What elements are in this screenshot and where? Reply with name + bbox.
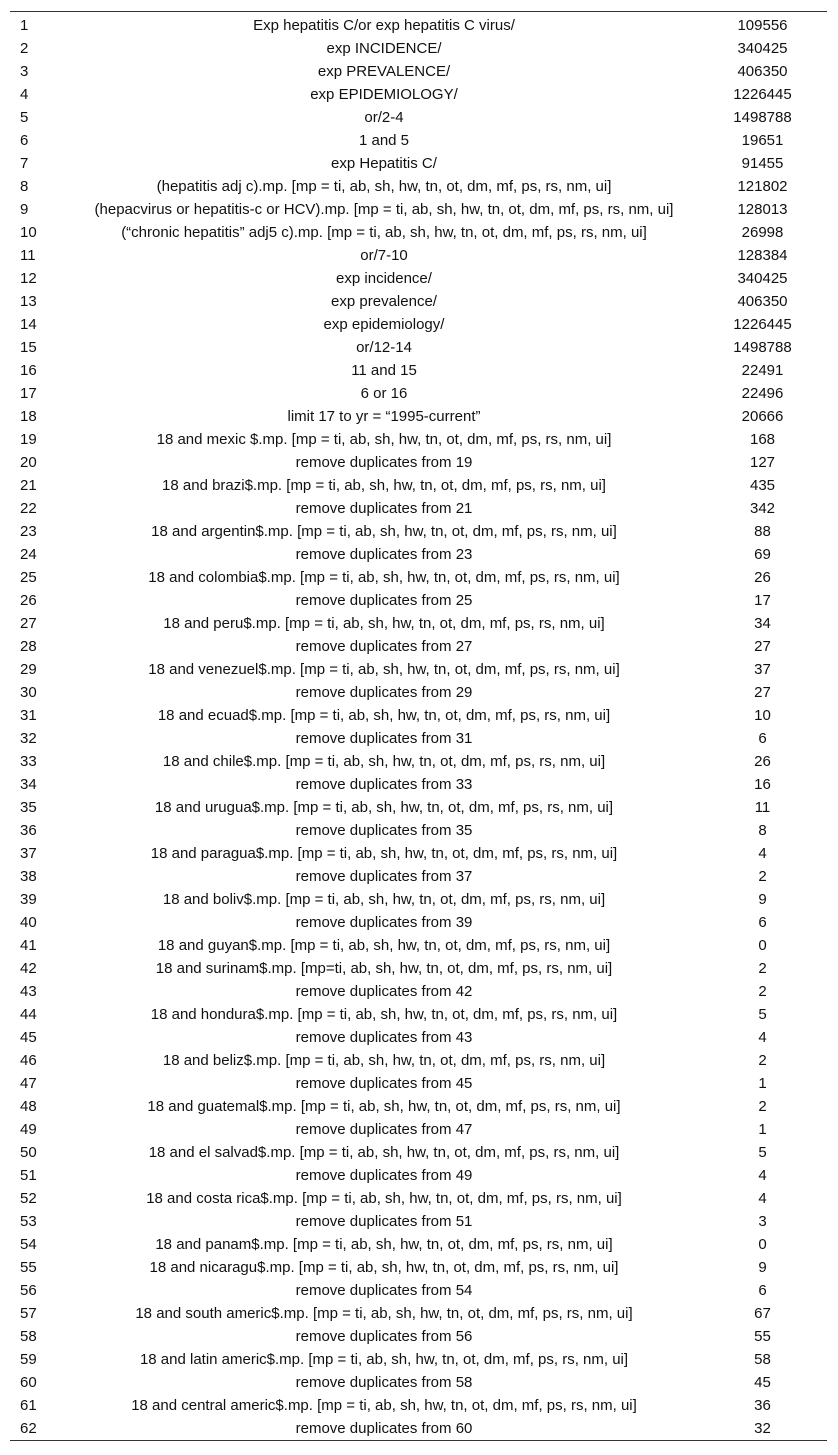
search-query-cell: 18 and nicaragu$.mp. [mp = ti, ab, sh, hw, tn, ot, dm, mf, ps, rs, nm, ui]: [149, 1259, 619, 1276]
search-query-cell: remove duplicates from 42: [295, 983, 473, 1000]
result-count-cell: 26: [754, 753, 771, 770]
search-query-cell: 18 and guyan$.mp. [mp = ti, ab, sh, hw, tn, ot, dm, mf, ps, rs, nm, ui]: [157, 937, 611, 954]
row-number-cell: 9: [20, 201, 29, 218]
table-row: [10, 1187, 827, 1210]
table-row: [10, 106, 827, 129]
table-row: [10, 1256, 827, 1279]
row-number-cell: 59: [20, 1351, 37, 1368]
search-query-cell: remove duplicates from 39: [295, 914, 473, 931]
result-count-cell: 2: [758, 1052, 767, 1069]
row-number-cell: 58: [20, 1328, 37, 1345]
table-row: [10, 635, 827, 658]
row-number-cell: 14: [20, 316, 37, 333]
row-number-cell: 34: [20, 776, 37, 793]
search-query-cell: (hepatitis adj c).mp. [mp = ti, ab, sh, hw, tn, ot, dm, mf, ps, rs, nm, ui]: [156, 178, 612, 195]
result-count-cell: 22491: [741, 362, 784, 379]
row-number-cell: 50: [20, 1144, 37, 1161]
row-number-cell: 7: [20, 155, 29, 172]
result-count-cell: 435: [749, 477, 776, 494]
result-count-cell: 9: [758, 891, 767, 908]
row-number-cell: 4: [20, 86, 29, 103]
table-row: [10, 819, 827, 842]
result-count-cell: 17: [754, 592, 771, 609]
result-count-cell: 26998: [741, 224, 784, 241]
result-count-cell: 32: [754, 1420, 771, 1437]
search-query-cell: 18 and urugua$.mp. [mp = ti, ab, sh, hw, tn, ot, dm, mf, ps, rs, nm, ui]: [154, 799, 614, 816]
search-query-cell: remove duplicates from 49: [295, 1167, 473, 1184]
row-number-cell: 61: [20, 1397, 37, 1414]
row-number-cell: 20: [20, 454, 37, 471]
row-number-cell: 46: [20, 1052, 37, 1069]
table-row: [10, 1325, 827, 1348]
search-query-cell: remove duplicates from 37: [295, 868, 473, 885]
table-row: [10, 1095, 827, 1118]
row-number-cell: 55: [20, 1259, 37, 1276]
table-row: [10, 244, 827, 267]
result-count-cell: 45: [754, 1374, 771, 1391]
row-number-cell: 1: [20, 17, 29, 34]
search-query-cell: 18 and mexic $.mp. [mp = ti, ab, sh, hw, tn, ot, dm, mf, ps, rs, nm, ui]: [156, 431, 612, 448]
row-number-cell: 23: [20, 523, 37, 540]
search-query-cell: 18 and paragua$.mp. [mp = ti, ab, sh, hw, tn, ot, dm, mf, ps, rs, nm, ui]: [150, 845, 618, 862]
search-query-cell: 18 and boliv$.mp. [mp = ti, ab, sh, hw, tn, ot, dm, mf, ps, rs, nm, ui]: [162, 891, 606, 908]
table-row: [10, 566, 827, 589]
table-row: [10, 405, 827, 428]
search-query-cell: remove duplicates from 19: [295, 454, 473, 471]
search-query-cell: 11 and 15: [351, 362, 417, 379]
search-query-cell: remove duplicates from 54: [295, 1282, 473, 1299]
search-query-cell: 18 and latin americ$.mp. [mp = ti, ab, sh, hw, tn, ot, dm, mf, ps, rs, nm, ui]: [139, 1351, 629, 1368]
result-count-cell: 0: [758, 1236, 767, 1253]
table-row: [10, 1049, 827, 1072]
row-number-cell: 57: [20, 1305, 37, 1322]
result-count-cell: 6: [758, 1282, 767, 1299]
search-query-cell: 18 and argentin$.mp. [mp = ti, ab, sh, hw, tn, ot, dm, mf, ps, rs, nm, ui]: [151, 523, 617, 540]
search-query-cell: remove duplicates from 21: [295, 500, 473, 517]
result-count-cell: 27: [754, 638, 771, 655]
table-row: [10, 865, 827, 888]
row-number-cell: 28: [20, 638, 37, 655]
result-count-cell: 5: [758, 1144, 767, 1161]
row-number-cell: 44: [20, 1006, 37, 1023]
table-row: [10, 267, 827, 290]
row-number-cell: 3: [20, 63, 29, 80]
result-count-cell: 4: [758, 1029, 767, 1046]
row-number-cell: 16: [20, 362, 37, 379]
row-number-cell: 47: [20, 1075, 37, 1092]
row-number-cell: 19: [20, 431, 37, 448]
row-number-cell: 13: [20, 293, 37, 310]
row-number-cell: 30: [20, 684, 37, 701]
search-query-cell: exp epidemiology/: [323, 316, 445, 333]
result-count-cell: 69: [754, 546, 771, 563]
table-row: [10, 1141, 827, 1164]
row-number-cell: 36: [20, 822, 37, 839]
result-count-cell: 4: [758, 1167, 767, 1184]
row-number-cell: 6: [20, 132, 29, 149]
result-count-cell: 19651: [741, 132, 784, 149]
result-count-cell: 4: [758, 1190, 767, 1207]
search-query-cell: 18 and peru$.mp. [mp = ti, ab, sh, hw, tn, ot, dm, mf, ps, rs, nm, ui]: [163, 615, 605, 632]
row-number-cell: 43: [20, 983, 37, 1000]
row-number-cell: 62: [20, 1420, 37, 1437]
table-row: [10, 520, 827, 543]
row-number-cell: 38: [20, 868, 37, 885]
row-number-cell: 21: [20, 477, 37, 494]
search-query-cell: remove duplicates from 33: [295, 776, 473, 793]
search-query-cell: exp INCIDENCE/: [326, 40, 442, 57]
search-query-cell: exp incidence/: [336, 270, 432, 287]
search-query-cell: exp prevalence/: [331, 293, 437, 310]
table-row: [10, 1164, 827, 1187]
table-row: [10, 382, 827, 405]
row-number-cell: 24: [20, 546, 37, 563]
table-row: [10, 428, 827, 451]
table-row: [10, 12, 827, 37]
search-query-cell: 18 and brazi$.mp. [mp = ti, ab, sh, hw, tn, ot, dm, mf, ps, rs, nm, ui]: [162, 477, 606, 494]
table-row: [10, 221, 827, 244]
row-number-cell: 29: [20, 661, 37, 678]
result-count-cell: 16: [754, 776, 771, 793]
row-number-cell: 41: [20, 937, 37, 954]
result-count-cell: 37: [754, 661, 771, 678]
row-number-cell: 52: [20, 1190, 37, 1207]
row-number-cell: 45: [20, 1029, 37, 1046]
table-row: [10, 727, 827, 750]
table-row: [10, 198, 827, 221]
result-count-cell: 168: [749, 431, 776, 448]
table-row: [10, 1302, 827, 1325]
row-number-cell: 5: [20, 109, 29, 126]
row-number-cell: 10: [20, 224, 37, 241]
table-row: [10, 750, 827, 773]
row-number-cell: 26: [20, 592, 37, 609]
table-row: [10, 497, 827, 520]
row-number-cell: 8: [20, 178, 29, 195]
search-query-cell: remove duplicates from 35: [295, 822, 473, 839]
result-count-cell: 9: [758, 1259, 767, 1276]
result-count-cell: 1226445: [733, 316, 792, 333]
table-row: [10, 37, 827, 60]
table-row: [10, 1371, 827, 1394]
result-count-cell: 6: [758, 914, 767, 931]
result-count-cell: 128013: [737, 201, 788, 218]
row-number-cell: 60: [20, 1374, 37, 1391]
row-number-cell: 22: [20, 500, 37, 517]
result-count-cell: 20666: [741, 408, 784, 425]
table-row: [10, 1279, 827, 1302]
result-count-cell: 22496: [741, 385, 784, 402]
search-query-cell: Exp hepatitis C/or exp hepatitis C virus/: [253, 17, 515, 34]
search-query-cell: 18 and costa rica$.mp. [mp = ti, ab, sh, hw, tn, ot, dm, mf, ps, rs, nm, ui]: [146, 1190, 622, 1207]
search-query-cell: remove duplicates from 25: [295, 592, 473, 609]
row-number-cell: 2: [20, 40, 29, 57]
result-count-cell: 406350: [737, 293, 788, 310]
table-row: [10, 175, 827, 198]
table-row: [10, 474, 827, 497]
search-query-cell: 18 and panam$.mp. [mp = ti, ab, sh, hw, tn, ot, dm, mf, ps, rs, nm, ui]: [155, 1236, 613, 1253]
result-count-cell: 2: [758, 960, 767, 977]
search-query-cell: 18 and beliz$.mp. [mp = ti, ab, sh, hw, tn, ot, dm, mf, ps, rs, nm, ui]: [162, 1052, 606, 1069]
search-query-cell: remove duplicates from 31: [295, 730, 473, 747]
search-query-cell: remove duplicates from 60: [295, 1420, 473, 1437]
search-query-cell: 18 and chile$.mp. [mp = ti, ab, sh, hw, tn, ot, dm, mf, ps, rs, nm, ui]: [162, 753, 606, 770]
table-row: [10, 681, 827, 704]
search-query-cell: 18 and central americ$.mp. [mp = ti, ab, sh, hw, tn, ot, dm, mf, ps, rs, nm, ui]: [131, 1397, 637, 1414]
result-count-cell: 67: [754, 1305, 771, 1322]
search-query-cell: remove duplicates from 51: [295, 1213, 473, 1230]
result-count-cell: 88: [754, 523, 771, 540]
table-row: [10, 704, 827, 727]
result-count-cell: 342: [749, 500, 776, 517]
table-row: [10, 451, 827, 474]
search-query-cell: remove duplicates from 29: [295, 684, 473, 701]
search-query-cell: exp EPIDEMIOLOGY/: [310, 86, 458, 103]
result-count-cell: 27: [754, 684, 771, 701]
search-query-cell: remove duplicates from 56: [295, 1328, 473, 1345]
result-count-cell: 55: [754, 1328, 771, 1345]
row-number-cell: 39: [20, 891, 37, 908]
result-count-cell: 6: [758, 730, 767, 747]
table-row: [10, 1118, 827, 1141]
search-query-cell: limit 17 to yr = “1995-current”: [287, 408, 481, 425]
result-count-cell: 109556: [737, 17, 788, 34]
table-row: [10, 888, 827, 911]
result-count-cell: 10: [754, 707, 771, 724]
table-row: [10, 1072, 827, 1095]
table-row: [10, 1233, 827, 1256]
row-number-cell: 54: [20, 1236, 37, 1253]
table-row: [10, 152, 827, 175]
row-number-cell: 27: [20, 615, 37, 632]
table-body: [10, 12, 827, 1440]
row-number-cell: 56: [20, 1282, 37, 1299]
result-count-cell: 2: [758, 983, 767, 1000]
table-row: [10, 129, 827, 152]
result-count-cell: 340425: [737, 40, 788, 57]
result-count-cell: 1226445: [733, 86, 792, 103]
search-query-cell: or/12-14: [356, 339, 412, 356]
result-count-cell: 34: [754, 615, 771, 632]
search-query-cell: 18 and colombia$.mp. [mp = ti, ab, sh, hw, tn, ot, dm, mf, ps, rs, nm, ui]: [148, 569, 620, 586]
row-number-cell: 31: [20, 707, 37, 724]
search-query-cell: 18 and surinam$.mp. [mp=ti, ab, sh, hw, tn, ot, dm, mf, ps, rs, nm, ui]: [155, 960, 613, 977]
result-count-cell: 8: [758, 822, 767, 839]
result-count-cell: 2: [758, 868, 767, 885]
search-query-cell: or/2-4: [364, 109, 404, 126]
table-row: [10, 934, 827, 957]
result-count-cell: 1498788: [733, 339, 792, 356]
result-count-cell: 2: [758, 1098, 767, 1115]
result-count-cell: 26: [754, 569, 771, 586]
table-row: [10, 658, 827, 681]
table-row: [10, 60, 827, 83]
search-strategy-table-container: [10, 11, 827, 1441]
search-query-cell: 18 and el salvad$.mp. [mp = ti, ab, sh, hw, tn, ot, dm, mf, ps, rs, nm, ui]: [148, 1144, 620, 1161]
result-count-cell: 0: [758, 937, 767, 954]
result-count-cell: 127: [749, 454, 776, 471]
table-row: [10, 359, 827, 382]
table-row: [10, 83, 827, 106]
row-number-cell: 37: [20, 845, 37, 862]
search-query-cell: 18 and south americ$.mp. [mp = ti, ab, sh, hw, tn, ot, dm, mf, ps, rs, nm, ui]: [135, 1305, 633, 1322]
table-row: [10, 1348, 827, 1371]
table-row: [10, 1210, 827, 1233]
table-row: [10, 842, 827, 865]
search-query-cell: remove duplicates from 43: [295, 1029, 473, 1046]
result-count-cell: 91455: [741, 155, 784, 172]
search-query-cell: (hepacvirus or hepatitis-c or HCV).mp. [mp = ti, ab, sh, hw, tn, ot, dm, mf, ps, rs, nm, ui]: [94, 201, 674, 218]
search-query-cell: 18 and venezuel$.mp. [mp = ti, ab, sh, hw, tn, ot, dm, mf, ps, rs, nm, ui]: [148, 661, 620, 678]
search-query-cell: exp PREVALENCE/: [317, 63, 451, 80]
table-row: [10, 1026, 827, 1049]
result-count-cell: 3: [758, 1213, 767, 1230]
row-number-cell: 17: [20, 385, 37, 402]
row-number-cell: 48: [20, 1098, 37, 1115]
search-query-cell: remove duplicates from 58: [295, 1374, 473, 1391]
row-number-cell: 12: [20, 270, 37, 287]
search-query-cell: (“chronic hepatitis” adj5 c).mp. [mp = ti, ab, sh, hw, tn, ot, dm, mf, ps, rs, nm, ui]: [121, 224, 647, 241]
result-count-cell: 4: [758, 845, 767, 862]
row-number-cell: 51: [20, 1167, 37, 1184]
row-number-cell: 33: [20, 753, 37, 770]
result-count-cell: 1: [758, 1075, 767, 1092]
row-number-cell: 32: [20, 730, 37, 747]
table-row: [10, 336, 827, 359]
table-row: [10, 290, 827, 313]
result-count-cell: 128384: [737, 247, 788, 264]
search-query-cell: remove duplicates from 23: [295, 546, 473, 563]
search-query-cell: 18 and guatemal$.mp. [mp = ti, ab, sh, hw, tn, ot, dm, mf, ps, rs, nm, ui]: [147, 1098, 621, 1115]
row-number-cell: 15: [20, 339, 37, 356]
table-row: [10, 957, 827, 980]
table-row: [10, 589, 827, 612]
table-row: [10, 543, 827, 566]
search-query-cell: remove duplicates from 45: [295, 1075, 473, 1092]
table-row: [10, 773, 827, 796]
search-query-cell: 18 and ecuad$.mp. [mp = ti, ab, sh, hw, tn, ot, dm, mf, ps, rs, nm, ui]: [157, 707, 611, 724]
result-count-cell: 406350: [737, 63, 788, 80]
row-number-cell: 40: [20, 914, 37, 931]
result-count-cell: 58: [754, 1351, 771, 1368]
row-number-cell: 11: [20, 247, 36, 264]
row-number-cell: 49: [20, 1121, 37, 1138]
search-query-cell: 18 and hondura$.mp. [mp = ti, ab, sh, hw, tn, ot, dm, mf, ps, rs, nm, ui]: [150, 1006, 618, 1023]
result-count-cell: 1498788: [733, 109, 792, 126]
table-row: [10, 612, 827, 635]
table-row: [10, 911, 827, 934]
search-query-cell: or/7-10: [360, 247, 408, 264]
result-count-cell: 11: [754, 799, 771, 816]
search-query-cell: remove duplicates from 27: [295, 638, 473, 655]
row-number-cell: 35: [20, 799, 37, 816]
search-query-cell: 6 or 16: [360, 385, 408, 402]
row-number-cell: 53: [20, 1213, 37, 1230]
result-count-cell: 340425: [737, 270, 788, 287]
search-query-cell: remove duplicates from 47: [295, 1121, 473, 1138]
result-count-cell: 5: [758, 1006, 767, 1023]
table-row: [10, 1003, 827, 1026]
row-number-cell: 18: [20, 408, 37, 425]
table-row: [10, 1417, 827, 1440]
table-row: [10, 1394, 827, 1417]
table-row: [10, 796, 827, 819]
table-row: [10, 313, 827, 336]
result-count-cell: 1: [758, 1121, 767, 1138]
search-query-cell: exp Hepatitis C/: [331, 155, 437, 172]
result-count-cell: 121802: [737, 178, 788, 195]
table-row: [10, 980, 827, 1003]
search-strategy-table: [10, 12, 827, 1440]
row-number-cell: 42: [20, 960, 37, 977]
result-count-cell: 36: [754, 1397, 771, 1414]
search-query-cell: 1 and 5: [358, 132, 410, 149]
row-number-cell: 25: [20, 569, 37, 586]
